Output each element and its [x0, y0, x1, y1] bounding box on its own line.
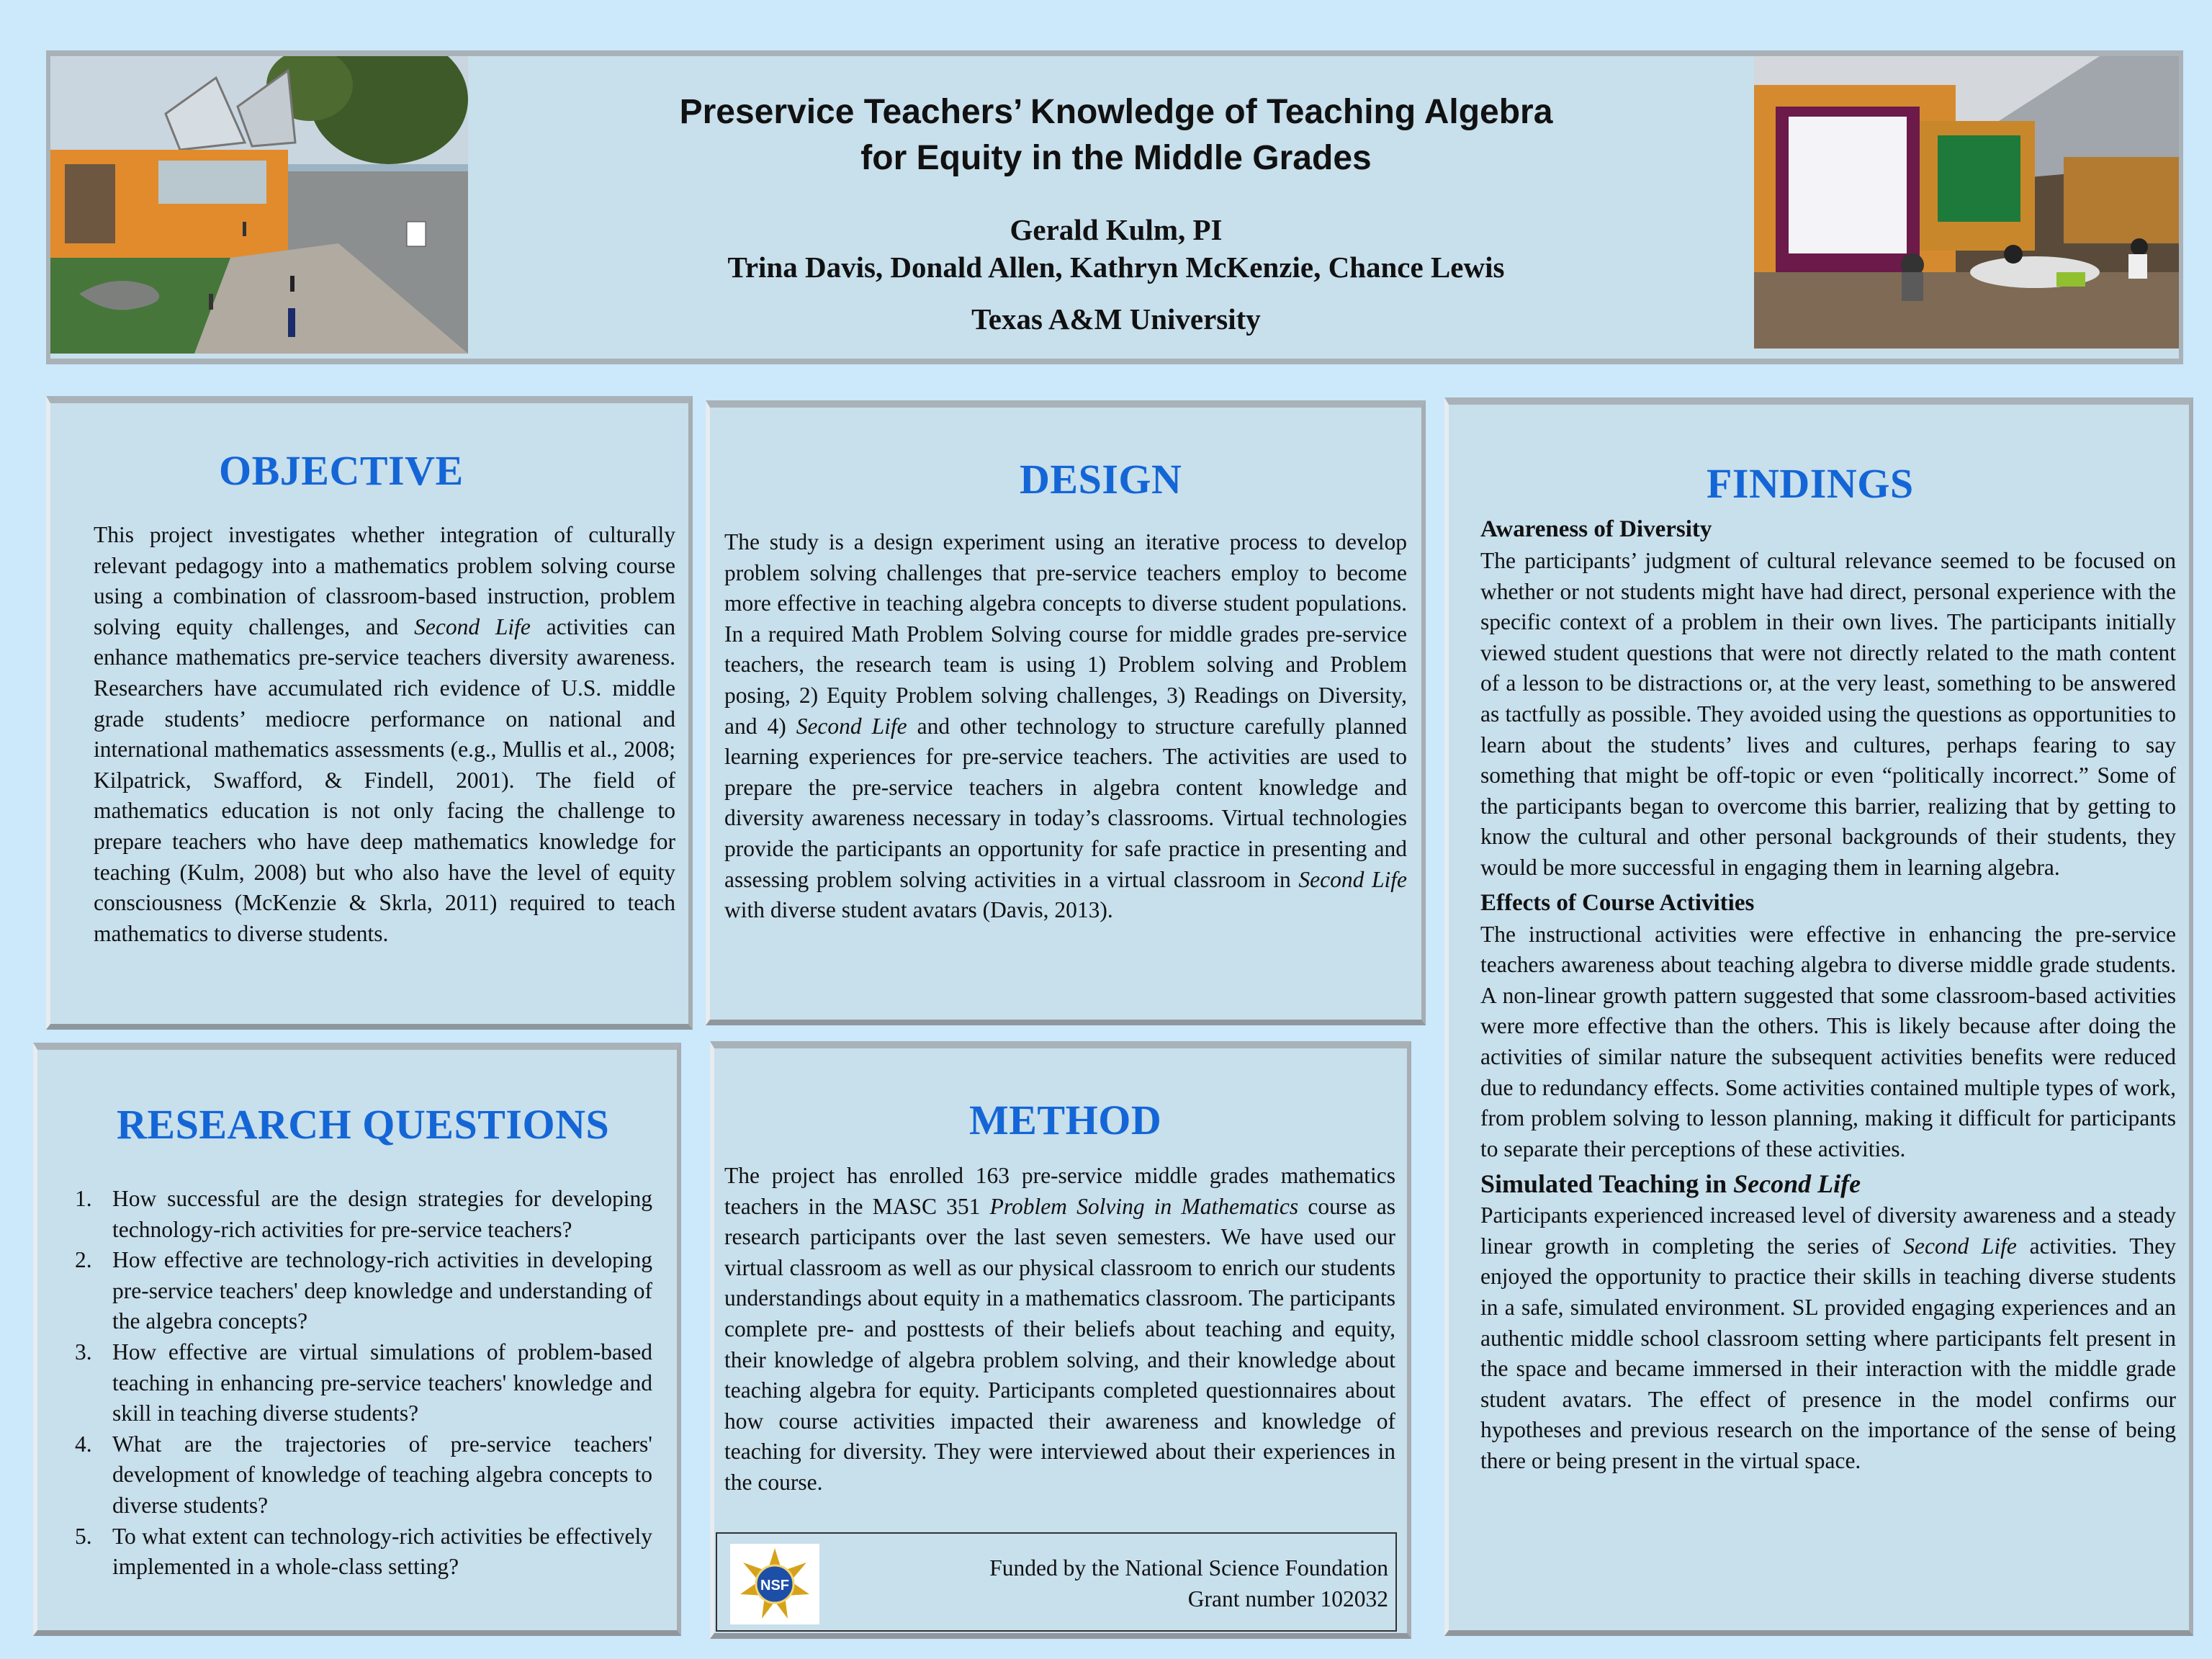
poster-title [482, 89, 1750, 181]
title-line-1: Preservice Teachers’ Knowledge of Teaching Algebra [679, 93, 1553, 131]
research-question-item [75, 1184, 652, 1245]
title-line-2: for Equity in the Middle Grades [860, 139, 1372, 177]
research-question-number: 3. [75, 1339, 92, 1364]
research-question-item [75, 1245, 652, 1337]
findings-simulated-a: Participants experienced increased level of diversity awareness and a steady linear growth in completing the series of [1480, 1202, 2176, 1259]
design-text [724, 527, 1407, 926]
objective-heading: OBJECTIVE [219, 447, 464, 494]
findings-subheading-diversity: Awareness of Diversity [1480, 516, 1712, 542]
co-authors: Trina Davis, Donald Allen, Kathryn McKenzie, Chance Lewis [727, 251, 1505, 284]
funding-line-2: Grant number 102032 [1187, 1586, 1388, 1611]
research-question-item [75, 1337, 652, 1429]
university: Texas A&M University [971, 302, 1261, 336]
research-questions-heading: RESEARCH QUESTIONS [117, 1101, 610, 1148]
findings-paragraph-diversity: The participants’ judgment of cultural relevance seemed to be focused on whether or not students might have had direct, personal experience with the specific context of a problem in their own lives. The participants initially viewed student questions that were not directly related to the math content of a lesson to be distractions or, at the very least, something to be answered as tactfully as possible. They avoided using the questions as opportunities to learn about the students’ lives and cultures, perhaps fearing to say something that might be off-topic or even “politically incorrect.” Some of the participants began to overcome this barrier, realizing that by getting to know the cultural and other personal backgrounds of their students, they would be more successful in engaging them in learning algebra. [1480, 548, 2176, 880]
research-questions-panel [33, 1043, 681, 1636]
method-text [724, 1161, 1395, 1498]
findings-subheading-simulated-a: Simulated Teaching in [1480, 1169, 1734, 1199]
nsf-logo-text: NSF [760, 1578, 789, 1593]
objective-text-b: activities can enhance mathematics pre-service teachers diversity awareness. Researchers have accumulated rich evidence of U.S. middle grade students’ mediocre performance on national and international mathematics assessments (e.g., Mullis et al., 2008; Kilpatrick, Swafford, & Findell, 2001). The field of mathematics education is not only facing the challenge to prepare teachers who have deep mathematics knowledge for teaching (Kulm, 2008) but who also have the level of equity consciousness (McKenzie & Skrla, 2011) required to teach mathematics to diverse students. [94, 613, 675, 946]
method-heading: METHOD [969, 1097, 1162, 1143]
design-text-c: with diverse student avatars (Davis, 2013). [724, 897, 1113, 923]
design-text-italic-2: Second Life [1298, 866, 1407, 892]
findings-panel [1444, 397, 2193, 1636]
findings-subheading-simulated-italic: Second Life [1733, 1169, 1861, 1199]
second-life-campus-image [50, 56, 468, 354]
findings-text [1480, 513, 2176, 1477]
findings-simulated-italic: Second Life [1903, 1233, 2017, 1259]
research-question-number: 4. [75, 1431, 92, 1457]
findings-simulated-b: activities. They enjoyed the opportunity to practice their skills in teaching diverse students in a safe, simulated environment. SL provided engaging experiences and an authentic middle school classroom setting where participants felt present in the space and became immersed in their interaction with the middle grade student avatars. The effect of presence in the model confirms our hypotheses and previous research on the importance of the sense of being there or being present in the virtual space. [1480, 1233, 2176, 1474]
principal-investigator: Gerald Kulm, PI [1010, 213, 1223, 246]
virtual-classroom-image [1754, 56, 2179, 349]
method-text-b: course as research participants over the last seven semesters. We have used our virtual classroom as well as our physical classroom to enrich our students understandings about equity in a mathematics classroom. The participants complete pre- and posttests of their beliefs about teaching and equity, their knowledge of algebra problem solving, and their knowledge about teaching algebra for equity. Participants completed questionnaires about how course activities impacted their awareness and knowledge of teaching for diversity. They were interviewed about their experiences in the course. [724, 1193, 1395, 1495]
design-text-italic-1: Second Life [796, 713, 907, 739]
design-text-a: The study is a design experiment using an iterative process to develop problem solving challenges that pre-service teachers employ to become more effective in teaching algebra concepts to diverse student populations. In a required Math Problem Solving course for middle grades pre-service teachers, the research team is using 1) Problem solving and Problem posing, 2) Equity Problem solving challenges, 3) Readings on Diversity, and 4) [724, 529, 1407, 739]
research-question-text: How effective are technology-rich activities in developing pre-service teachers' deep knowledge and understanding of the algebra concepts? [112, 1247, 652, 1334]
objective-panel [46, 396, 693, 1030]
poster-header [46, 50, 2183, 364]
research-question-item [75, 1429, 652, 1521]
funding-text [989, 1552, 1388, 1614]
objective-text-italic: Second Life [414, 613, 531, 639]
funding-line-1: Funded by the National Science Foundation [989, 1555, 1388, 1581]
findings-paragraph-simulated [1480, 1200, 2176, 1476]
findings-paragraph-activities: The instructional activities were effective in enhancing the pre-service teachers awareness about teaching algebra to diverse middle grade students. A non-linear growth pattern suggested that some classroom-based activities were more effective than the others. This is likely because after doing the activities of similar nature the subsequent activities benefits were reduced due to redundancy effects. Some activities contained multiple types of work, from problem solving to lesson planning, making it difficult for participants to separate their perceptions of these activities. [1480, 921, 2176, 1161]
research-question-number: 1. [75, 1186, 92, 1211]
authors [482, 211, 1750, 286]
design-panel [706, 400, 1426, 1025]
research-questions-list [75, 1184, 652, 1583]
findings-subheading-simulated [1480, 1167, 2176, 1200]
research-question-text: To what extent can technology-rich activities be effectively implemented in a whole-class setting? [112, 1523, 652, 1580]
findings-subheading-activities: Effects of Course Activities [1480, 889, 1755, 916]
research-question-item [75, 1521, 652, 1583]
objective-text [94, 520, 675, 949]
research-question-text: How successful are the design strategies for developing technology-rich activities for pre-service teachers? [112, 1186, 652, 1242]
method-text-a: The project has enrolled 163 pre-service middle grades mathematics teachers in the MASC 351 [724, 1163, 1395, 1219]
research-question-text: How effective are virtual simulations of problem-based teaching in enhancing pre-service teachers' knowledge and skill in teaching diverse students? [112, 1339, 652, 1426]
objective-text-a: This project investigates whether integration of culturally relevant pedagogy into a mathematics problem solving course using a combination of classroom-based instruction, problem solving equity challenges, and [94, 522, 675, 639]
nsf-logo [730, 1544, 819, 1624]
funding-box [716, 1532, 1397, 1632]
research-question-number: 2. [75, 1247, 92, 1273]
method-text-italic: Problem Solving in Mathematics [989, 1193, 1299, 1219]
design-text-b: and other technology to structure carefully planned learning experiences for pre-service teachers. The activities are used to prepare the pre-service teachers in algebra content knowledge and diversity awareness necessary in today’s classrooms. Virtual technologies provide the participants an opportunity for safe practice in presenting and assessing problem solving activities in a virtual classroom in [724, 713, 1407, 892]
design-heading: DESIGN [1020, 456, 1182, 503]
research-question-number: 5. [75, 1523, 92, 1549]
research-question-text: What are the trajectories of pre-service teachers' development of knowledge of teaching algebra concepts to diverse students? [112, 1431, 652, 1518]
findings-heading: FINDINGS [1707, 460, 1914, 507]
